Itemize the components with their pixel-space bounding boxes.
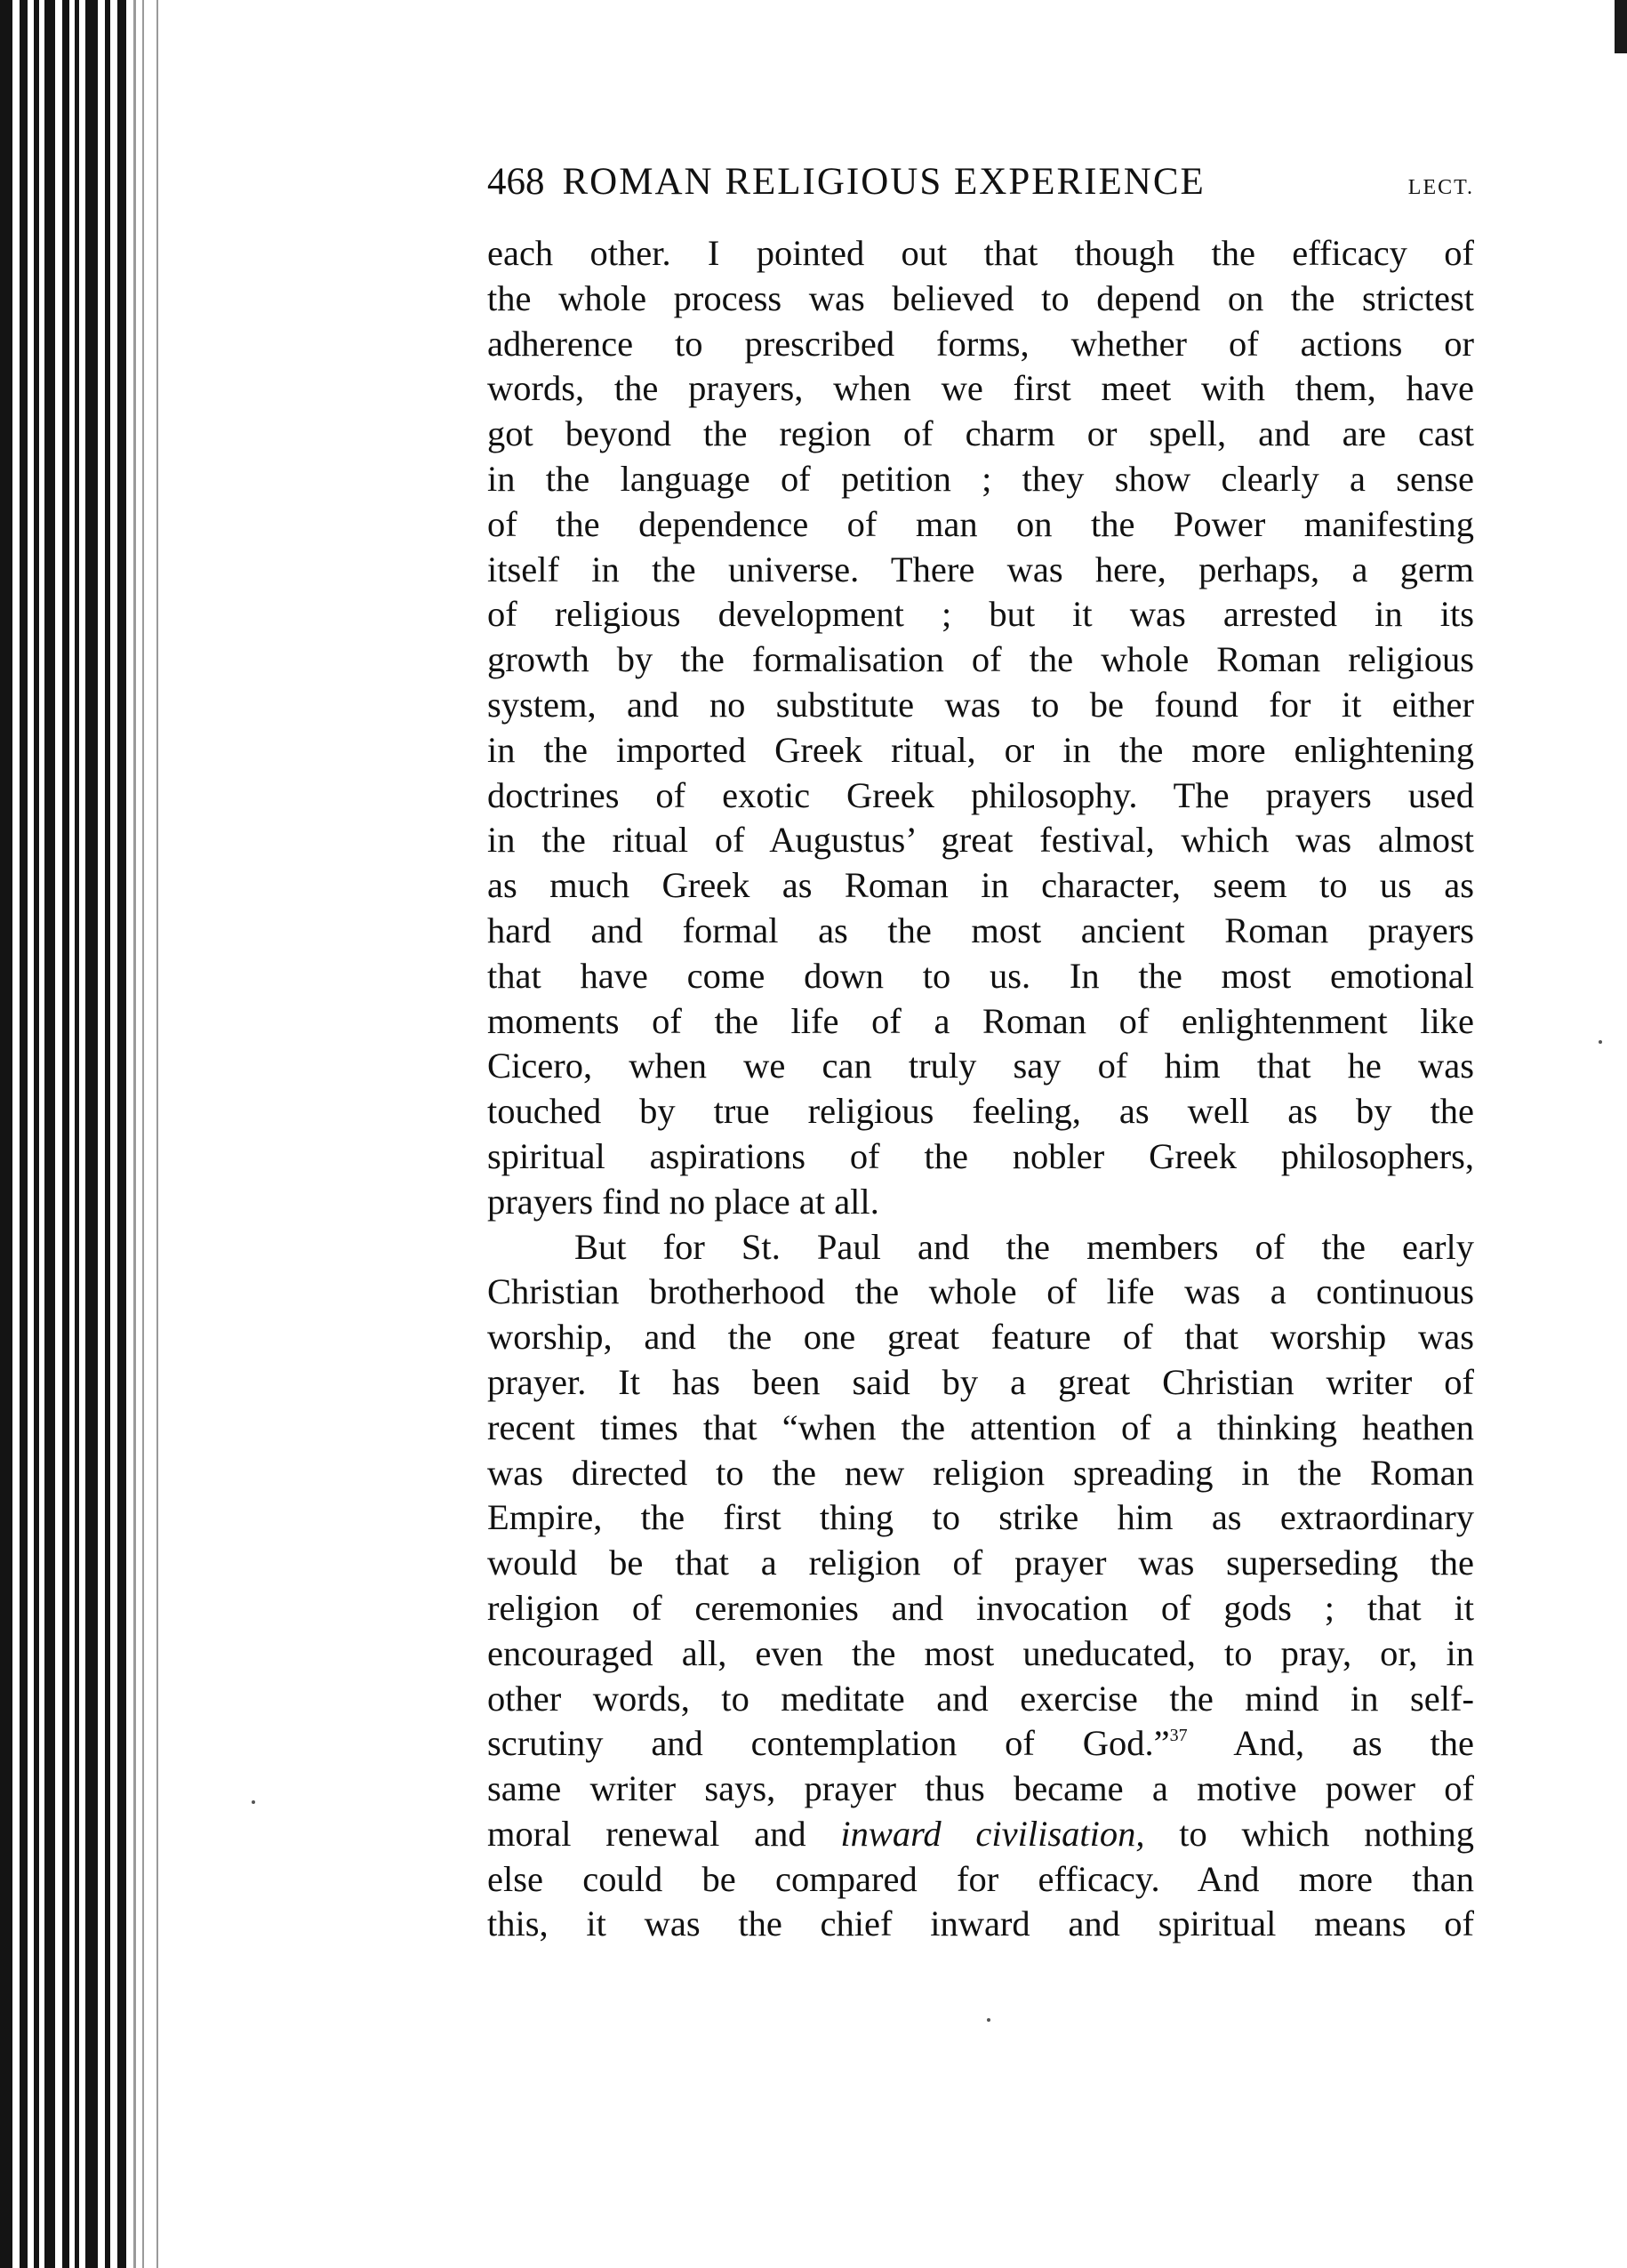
italic-phrase: inward civilisation, (840, 1813, 1145, 1854)
text-line: in the imported Greek ritual, or in the more enlightening (487, 729, 1474, 770)
text-fragment: And, as the (1187, 1723, 1474, 1764)
text-line: that have come down to us. In the most emotional (487, 955, 1474, 996)
page-number: 468 (487, 161, 545, 203)
book-page (487, 160, 1474, 1947)
paragraph-2 (487, 1225, 1474, 1948)
text-line: else could be compared for efficacy. And more than (487, 1858, 1474, 1899)
text-line: growth by the formalisation of the whole Roman religious (487, 639, 1474, 680)
text-line: recent times that “when the attention of a thinking heathen (487, 1406, 1474, 1447)
text-line: moments of the life of a Roman of enlightenment like (487, 1000, 1474, 1041)
page-corner-mark (1615, 0, 1627, 53)
paragraph-1 (487, 231, 1474, 1225)
running-title: ROMAN RELIGIOUS EXPERIENCE (562, 161, 1206, 203)
text-line: in the ritual of Augustus’ great festival, which was almost (487, 820, 1474, 861)
text-line: religion of ceremonies and invocation of gods ; that it (487, 1587, 1474, 1628)
scan-speck (987, 2018, 990, 2022)
text-line-with-italic (487, 1812, 1474, 1857)
section-marker: LECT. (1407, 176, 1474, 199)
text-line: prayer. It has been said by a great Christian writer of (487, 1361, 1474, 1402)
text-line: same writer says, prayer thus became a motive power of (487, 1768, 1474, 1809)
text-line: adherence to prescribed forms, whether of actions or (487, 323, 1474, 364)
text-line: as much Greek as Roman in character, seem to us as (487, 865, 1474, 906)
text-line: this, it was the chief inward and spiritual means of (487, 1903, 1474, 1944)
body-text (487, 231, 1474, 1947)
text-line: got beyond the region of charm or spell, and are cast (487, 413, 1474, 454)
text-line: Cicero, when we can truly say of him that he was (487, 1046, 1474, 1086)
text-line: Christian brotherhood the whole of life was a continuous (487, 1271, 1474, 1312)
text-line: touched by true religious feeling, as well as by the (487, 1091, 1474, 1132)
text-fragment: moral renewal and (487, 1813, 841, 1854)
text-line: the whole process was believed to depend on the strictest (487, 277, 1474, 318)
text-fragment: scrutiny and contemplation of God.” (487, 1723, 1170, 1764)
text-line: doctrines of exotic Greek philosophy. The prayers used (487, 774, 1474, 815)
text-line: hard and formal as the most ancient Roman prayers (487, 910, 1474, 950)
text-line: was directed to the new religion spreading in the Roman (487, 1452, 1474, 1493)
text-line: spiritual aspirations of the nobler Greek philosophers, (487, 1135, 1474, 1176)
text-line: each other. I pointed out that though the efficacy of (487, 233, 1474, 273)
text-line: system, and no substitute was to be found for it either (487, 684, 1474, 725)
scan-speck (252, 1800, 255, 1804)
text-line: prayers find no place at all. (487, 1181, 879, 1222)
text-line: of the dependence of man on the Power manifesting (487, 503, 1474, 544)
running-header (487, 160, 1474, 222)
text-line: of religious development ; but it was arrested in its (487, 594, 1474, 635)
text-line: words, the prayers, when we first meet with them, have (487, 368, 1474, 409)
text-line: would be that a religion of prayer was superseding the (487, 1543, 1474, 1583)
text-line: other words, to meditate and exercise the mind in self- (487, 1678, 1474, 1719)
text-line: But for St. Paul and the members of the early (574, 1226, 1474, 1267)
text-line: worship, and the one great feature of that worship was (487, 1317, 1474, 1358)
text-fragment: to which nothing (1144, 1813, 1475, 1854)
text-line: itself in the universe. There was here, perhaps, a germ (487, 549, 1474, 589)
text-line-with-note (487, 1721, 1474, 1767)
text-line: encouraged all, even the most uneducated, to pray, or, in (487, 1632, 1474, 1673)
text-line: in the language of petition ; they show clearly a sense (487, 458, 1474, 499)
footnote-reference[interactable]: 37 (1169, 1726, 1188, 1746)
page-binding-edge (0, 0, 169, 2268)
scan-speck (1599, 1040, 1602, 1044)
text-line: Empire, the first thing to strike him as extraordinary (487, 1497, 1474, 1538)
